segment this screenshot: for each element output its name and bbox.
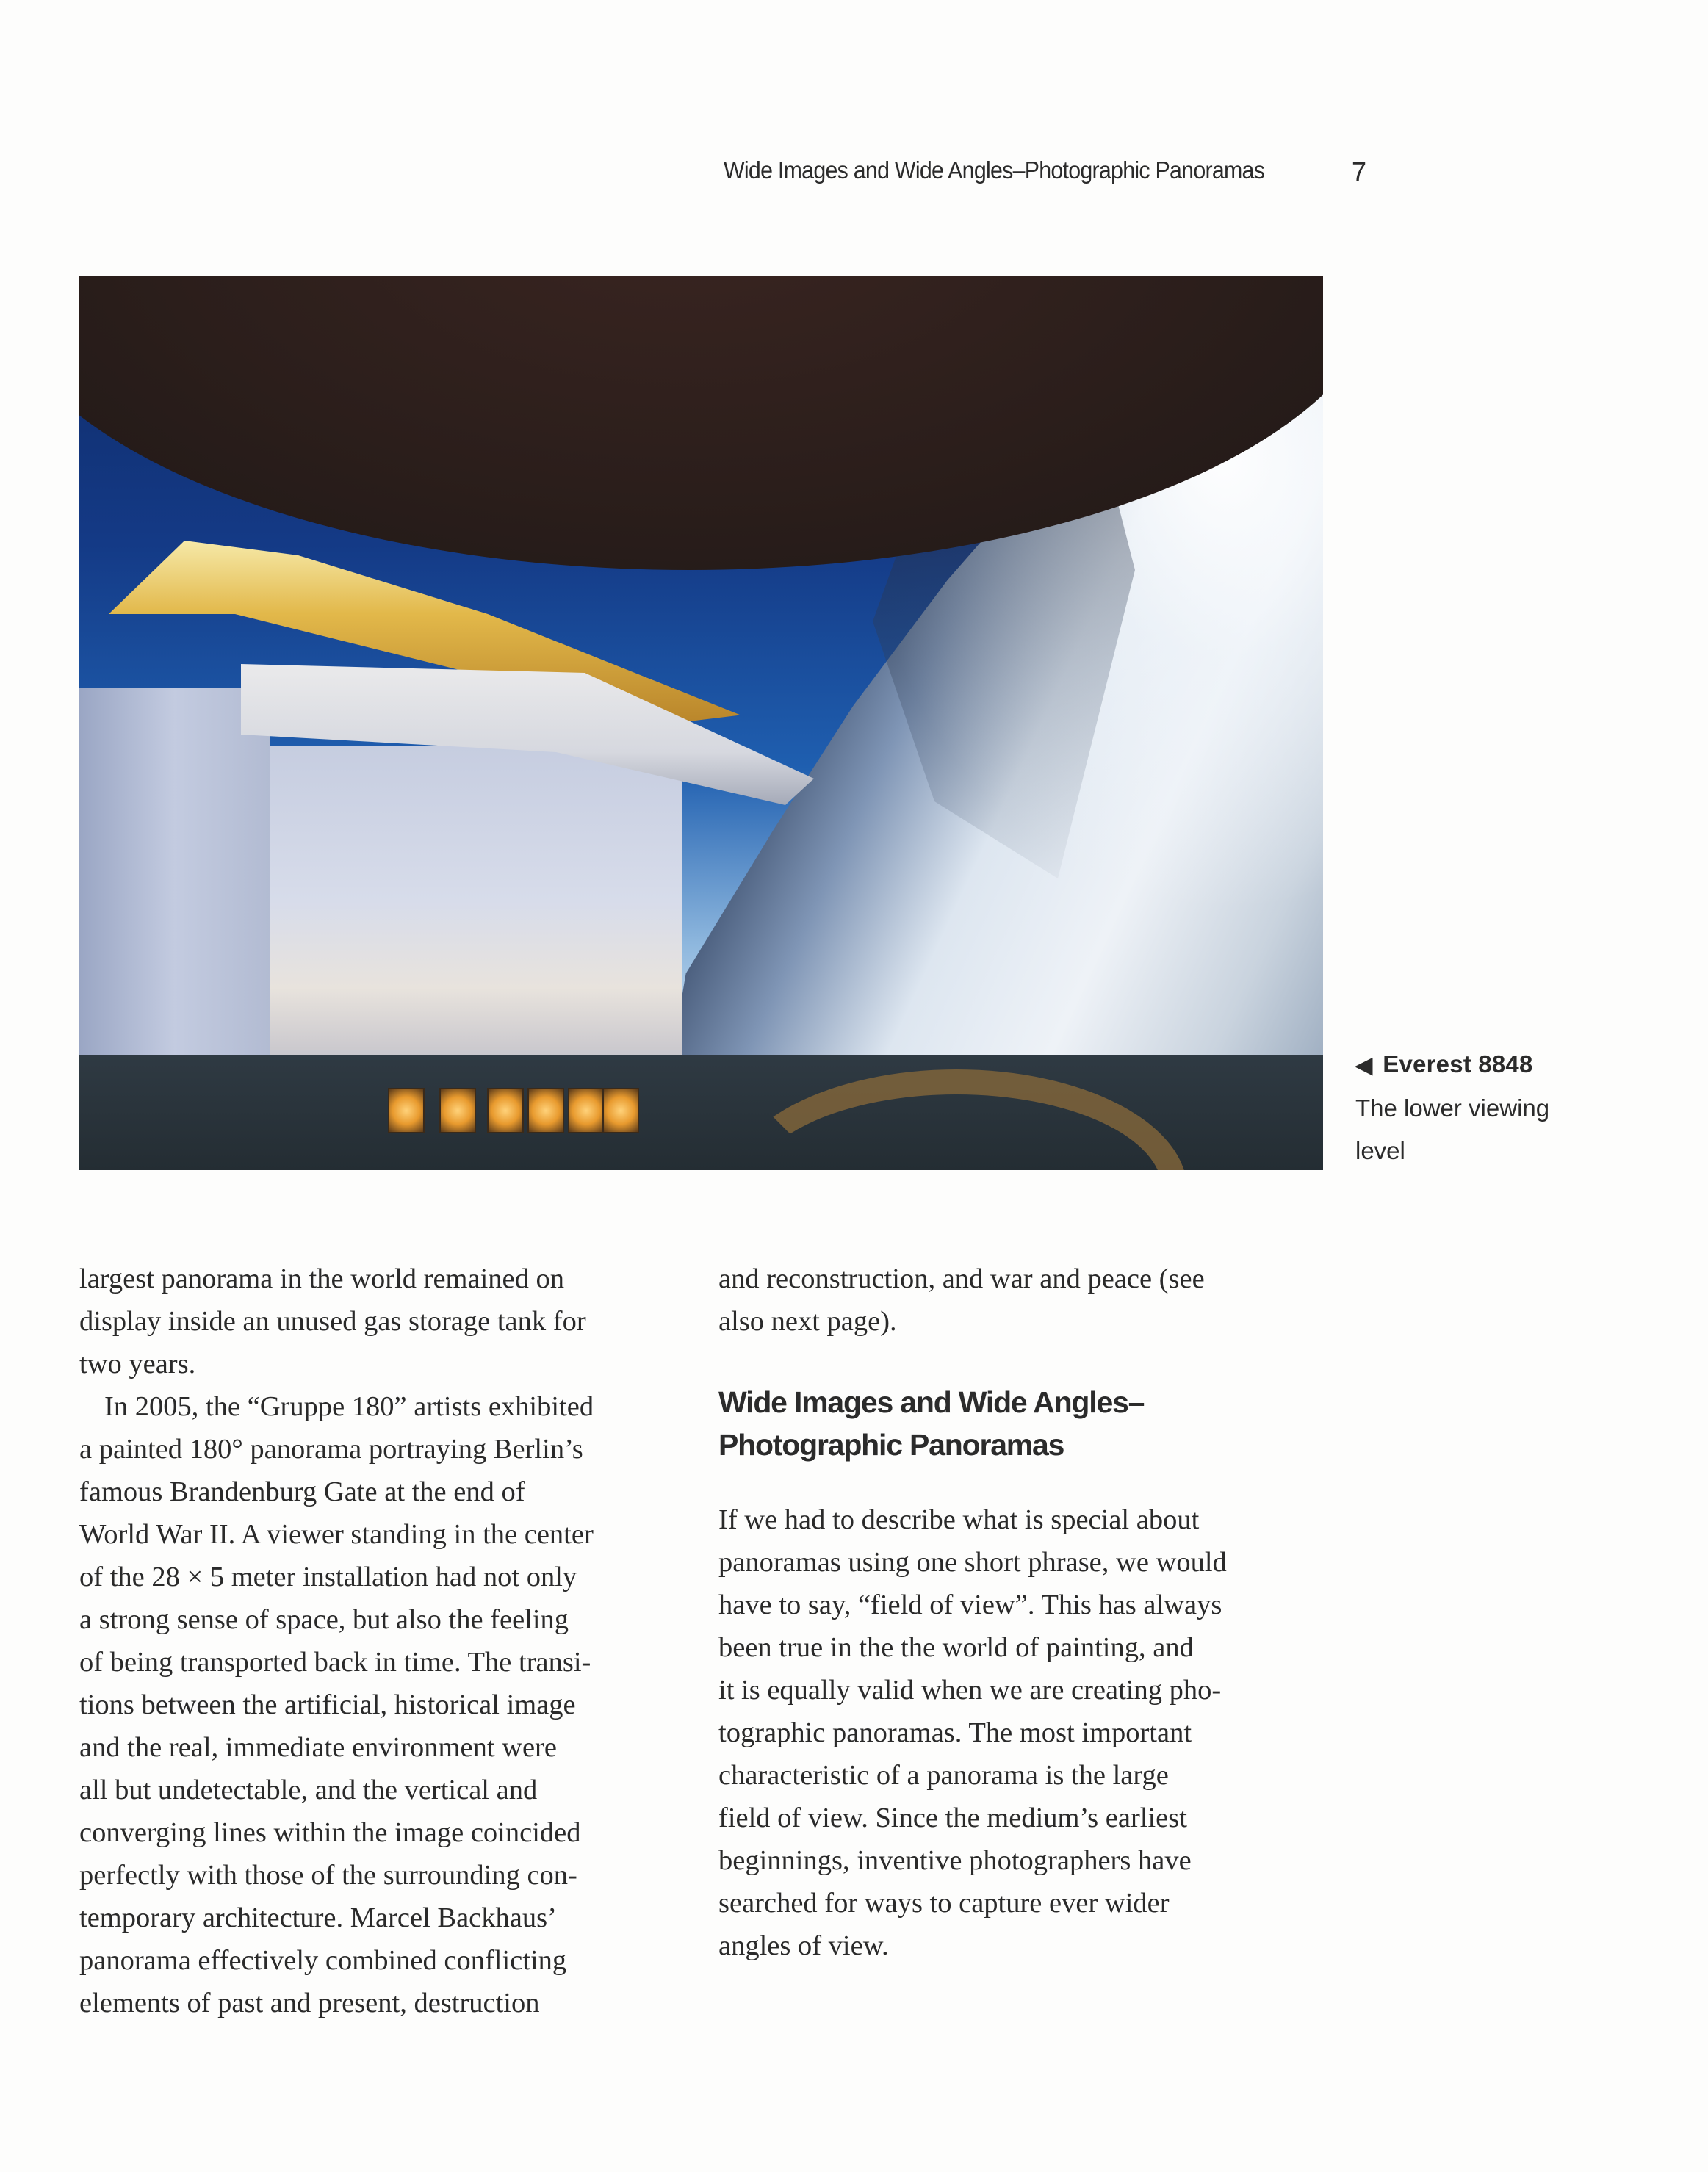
heading-line: Wide Images and Wide Angles–: [718, 1385, 1145, 1419]
text-line: searched for ways to capture ever wider: [718, 1888, 1170, 1919]
text-line: elements of past and present, destruction: [79, 1988, 540, 2018]
text-line: tions between the artificial, historical image: [79, 1689, 576, 1720]
caption-title: Everest 8848: [1383, 1050, 1533, 1078]
page-number: 7: [1352, 156, 1367, 187]
heading-line: Photographic Panoramas: [718, 1428, 1064, 1462]
text-line: In 2005, the “Gruppe 180” artists exhibited: [104, 1391, 594, 1422]
paragraph: [718, 1258, 1306, 1343]
text-line: all but undetectable, and the vertical and: [79, 1775, 538, 1805]
text-line: two years.: [79, 1349, 196, 1379]
right-text-column: [718, 1258, 1306, 1967]
photo-lit-frame: [487, 1088, 524, 1133]
text-line: World War II. A viewer standing in the center: [79, 1519, 594, 1550]
text-line: and the real, immediate environment were: [79, 1732, 557, 1763]
paragraph: [718, 1498, 1306, 1967]
running-head: [0, 151, 1708, 195]
text-line: If we had to describe what is special about: [718, 1504, 1200, 1535]
caption-title-row: [1355, 1043, 1620, 1087]
photo-lit-frame: [527, 1088, 564, 1133]
text-line: panoramas using one short phrase, we would: [718, 1547, 1227, 1578]
text-line: angles of view.: [718, 1930, 889, 1961]
photo-lit-frame: [439, 1088, 476, 1133]
text-line: famous Brandenburg Gate at the end of: [79, 1476, 525, 1507]
photo-gallery-wall: [270, 746, 682, 1092]
text-line: tographic panoramas. The most important: [718, 1717, 1192, 1748]
text-line: beginnings, inventive photographers have: [718, 1845, 1192, 1876]
photo-lit-frame: [602, 1088, 639, 1133]
text-line: have to say, “field of view”. This has always: [718, 1590, 1222, 1620]
text-line: a strong sense of space, but also the feeling: [79, 1604, 569, 1635]
text-line: and reconstruction, and war and peace (see: [718, 1263, 1205, 1294]
text-line: panorama effectively combined conflicting: [79, 1945, 567, 1976]
text-line: been true in the the world of painting, and: [718, 1632, 1194, 1663]
text-line: converging lines within the image coincided: [79, 1817, 581, 1848]
paragraph: [79, 1385, 667, 2024]
photo-lit-frame: [568, 1088, 605, 1133]
caption-line: The lower viewing: [1355, 1094, 1550, 1122]
text-line: display inside an unused gas storage tank for: [79, 1306, 586, 1337]
caption-line: level: [1355, 1137, 1405, 1164]
left-text-column: [79, 1258, 667, 2024]
text-line: it is equally valid when we are creating pho-: [718, 1675, 1222, 1706]
text-line: characteristic of a panorama is the large: [718, 1760, 1169, 1791]
left-triangle-arrow-icon: ◀: [1355, 1053, 1373, 1078]
text-line: field of view. Since the medium’s earliest: [718, 1803, 1187, 1833]
paragraph: [79, 1258, 667, 1385]
text-line: also next page).: [718, 1306, 897, 1337]
section-heading: [718, 1381, 1306, 1466]
photo-lit-frame: [388, 1088, 425, 1133]
photo-wall-left: [79, 688, 270, 1099]
text-line: largest panorama in the world remained on: [79, 1263, 564, 1294]
text-line: temporary architecture. Marcel Backhaus’: [79, 1902, 557, 1933]
text-line: of the 28 × 5 meter installation had not only: [79, 1562, 577, 1592]
everest-panorama-photo: [79, 276, 1323, 1170]
figure-caption: [1355, 1043, 1620, 1172]
text-line: perfectly with those of the surrounding con-: [79, 1860, 577, 1891]
text-line: a painted 180° panorama portraying Berlin’s: [79, 1434, 583, 1465]
text-line: of being transported back in time. The transi-: [79, 1647, 591, 1678]
running-head-title: Wide Images and Wide Angles–Photographic Panoramas: [724, 156, 1265, 184]
